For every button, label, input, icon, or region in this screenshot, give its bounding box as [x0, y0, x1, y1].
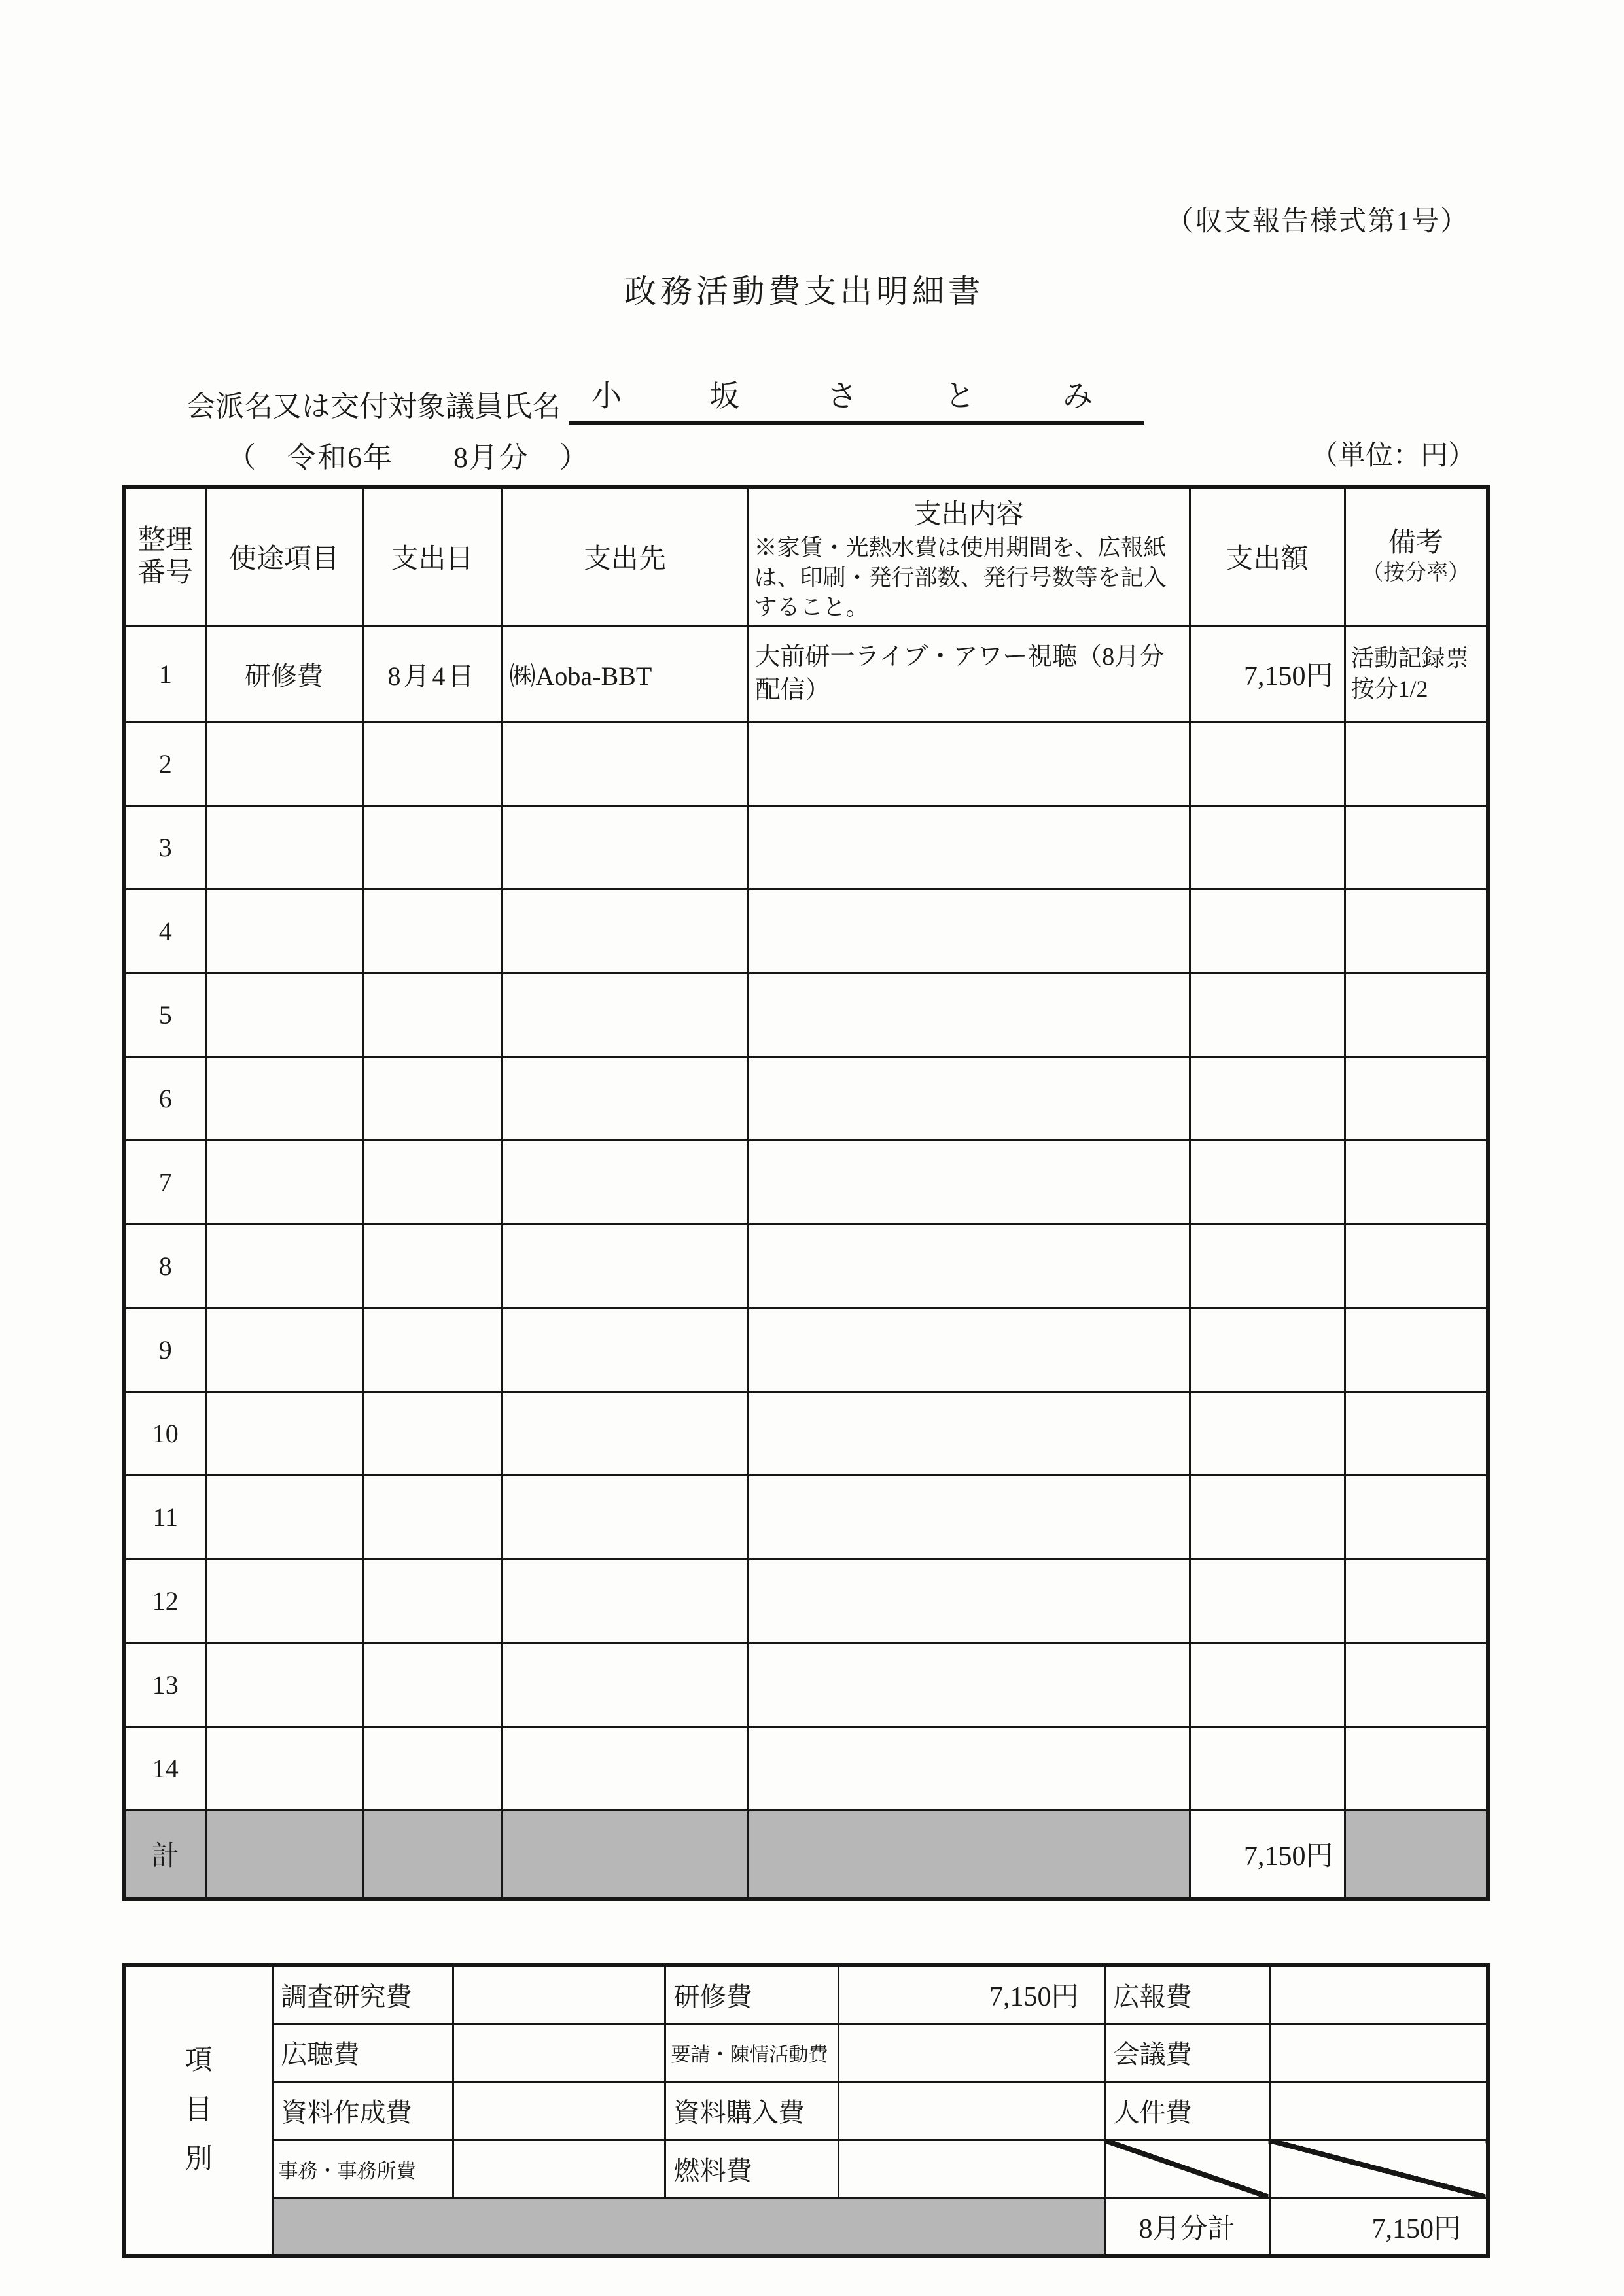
empty-cell	[1345, 1475, 1488, 1559]
row-number: 14	[124, 1726, 205, 1810]
empty-cell	[362, 1643, 502, 1726]
row-number: 9	[124, 1308, 205, 1391]
member-name-label: 会派名又は交付対象議員氏名	[186, 391, 561, 423]
category-label: 研修費	[665, 1965, 838, 2023]
empty-cell	[1190, 1559, 1345, 1643]
shaded-cell	[502, 1810, 748, 1899]
expense-item: 研修費	[205, 626, 362, 722]
shaded-cell	[205, 1810, 362, 1899]
empty-cell	[362, 973, 502, 1056]
shaded-cell	[1345, 1810, 1488, 1899]
expense-payee: ㈱Aoba-BBT	[502, 626, 748, 722]
diagonal-strikethrough-cell	[1269, 2140, 1488, 2198]
category-value	[453, 1965, 665, 2023]
empty-cell	[1345, 973, 1488, 1056]
empty-cell	[502, 1140, 748, 1224]
category-total-row	[124, 2198, 1488, 2256]
empty-cell	[748, 1308, 1190, 1391]
col-header-content: 支出内容 ※家賃・光熱水費は使用期間を、広報紙は、印刷・発行部数、発行号数等を記入すること。	[748, 487, 1190, 626]
empty-cell	[1190, 1224, 1345, 1308]
col-header-amount: 支出額	[1190, 487, 1345, 626]
empty-cell	[362, 1475, 502, 1559]
total-amount: 7,150円	[1190, 1810, 1345, 1899]
col-header-payee: 支出先	[502, 487, 748, 626]
empty-cell	[1190, 1643, 1345, 1726]
shaded-cell	[272, 2198, 1104, 2256]
category-label: 広聴費	[272, 2023, 453, 2081]
row-number: 13	[124, 1643, 205, 1726]
category-value	[1269, 1965, 1488, 2023]
expense-row-13	[124, 1643, 1488, 1726]
empty-cell	[205, 1475, 362, 1559]
monthly-total-label: 8月分計	[1104, 2198, 1269, 2256]
empty-cell	[1345, 1726, 1488, 1810]
content-note: ※家賃・光熱水費は使用期間を、広報紙は、印刷・発行部数、発行号数等を記入すること。	[754, 535, 1167, 620]
category-value	[1269, 2081, 1488, 2140]
empty-cell	[502, 1056, 748, 1140]
empty-cell	[362, 1559, 502, 1643]
expense-row-10	[124, 1391, 1488, 1475]
empty-cell	[1190, 805, 1345, 889]
empty-cell	[362, 889, 502, 973]
row-number: 6	[124, 1056, 205, 1140]
empty-cell	[502, 1308, 748, 1391]
expense-row-1	[124, 626, 1488, 722]
category-side-label: 項目別	[185, 2045, 213, 2175]
category-row-3	[124, 2081, 1488, 2140]
expense-row-12	[124, 1559, 1488, 1643]
empty-cell	[205, 1643, 362, 1726]
empty-cell	[362, 1140, 502, 1224]
empty-cell	[205, 1056, 362, 1140]
empty-cell	[748, 1391, 1190, 1475]
expense-amount: 7,150円	[1190, 626, 1345, 722]
expense-row-6	[124, 1056, 1488, 1140]
expense-date: 8月4日	[362, 626, 502, 722]
row-number: 3	[124, 805, 205, 889]
empty-cell	[748, 1475, 1190, 1559]
category-label: 広報費	[1104, 1965, 1269, 2023]
empty-cell	[1190, 1726, 1345, 1810]
category-label: 燃料費	[665, 2140, 838, 2198]
empty-cell	[748, 1559, 1190, 1643]
col-header-remarks: 備考 （按分率）	[1345, 487, 1488, 626]
total-row	[124, 1810, 1488, 1899]
category-row-1	[124, 1965, 1488, 2023]
empty-cell	[362, 1391, 502, 1475]
category-value	[1269, 2023, 1488, 2081]
category-row-4	[124, 2140, 1488, 2198]
header-row	[124, 487, 1488, 626]
empty-cell	[1345, 805, 1488, 889]
row-number: 12	[124, 1559, 205, 1643]
category-summary-table	[122, 1963, 1490, 2258]
category-value	[453, 2081, 665, 2140]
category-value	[838, 2140, 1104, 2198]
empty-cell	[1190, 1391, 1345, 1475]
empty-cell	[1190, 1056, 1345, 1140]
empty-cell	[748, 1726, 1190, 1810]
empty-cell	[205, 1726, 362, 1810]
category-row-2	[124, 2023, 1488, 2081]
category-value: 7,150円	[838, 1965, 1104, 2023]
empty-cell	[502, 805, 748, 889]
category-value	[838, 2081, 1104, 2140]
empty-cell	[362, 1056, 502, 1140]
empty-cell	[362, 805, 502, 889]
empty-cell	[205, 1308, 362, 1391]
empty-cell	[205, 1559, 362, 1643]
expense-row-5	[124, 973, 1488, 1056]
expense-row-8	[124, 1224, 1488, 1308]
empty-cell	[205, 1391, 362, 1475]
empty-cell	[1190, 1140, 1345, 1224]
empty-cell	[748, 1643, 1190, 1726]
empty-cell	[502, 1726, 748, 1810]
row-number: 10	[124, 1391, 205, 1475]
row-number: 2	[124, 722, 205, 805]
col-header-item: 使途項目	[205, 487, 362, 626]
empty-cell	[362, 1726, 502, 1810]
row-number: 4	[124, 889, 205, 973]
empty-cell	[748, 973, 1190, 1056]
category-label: 事務・事務所費	[272, 2140, 453, 2198]
expense-content: 大前研一ライブ・アワー視聴（8月分配信）	[748, 626, 1190, 722]
category-label: 会議費	[1104, 2023, 1269, 2081]
empty-cell	[362, 722, 502, 805]
category-value	[453, 2140, 665, 2198]
empty-cell	[748, 1140, 1190, 1224]
empty-cell	[748, 722, 1190, 805]
row-number: 5	[124, 973, 205, 1056]
expense-detail-table	[122, 485, 1490, 1901]
expense-row-7	[124, 1140, 1488, 1224]
empty-cell	[748, 805, 1190, 889]
expense-remarks: 活動記録票按分1/2	[1345, 626, 1488, 722]
form-number-label: （収支報告様式第1号）	[1165, 207, 1469, 237]
empty-cell	[1345, 1308, 1488, 1391]
empty-cell	[362, 1308, 502, 1391]
empty-cell	[205, 805, 362, 889]
row-number: 7	[124, 1140, 205, 1224]
expense-row-14	[124, 1726, 1488, 1810]
expense-row-3	[124, 805, 1488, 889]
period-label: （ 令和6年 8月分 ）	[227, 442, 590, 474]
empty-cell	[748, 1224, 1190, 1308]
col-header-date: 支出日	[362, 487, 502, 626]
row-number: 1	[124, 626, 205, 722]
row-number: 11	[124, 1475, 205, 1559]
expense-row-11	[124, 1475, 1488, 1559]
category-label: 資料購入費	[665, 2081, 838, 2140]
empty-cell	[502, 1391, 748, 1475]
category-label: 人件費	[1104, 2081, 1269, 2140]
empty-cell	[205, 889, 362, 973]
empty-cell	[1345, 1643, 1488, 1726]
total-label: 計	[124, 1810, 205, 1899]
meta-row	[122, 434, 1486, 476]
empty-cell	[1345, 889, 1488, 973]
category-label: 資料作成費	[272, 2081, 453, 2140]
empty-cell	[748, 889, 1190, 973]
empty-cell	[502, 889, 748, 973]
empty-cell	[502, 1475, 748, 1559]
shaded-cell	[362, 1810, 502, 1899]
category-label: 要請・陳情活動費	[665, 2023, 838, 2081]
empty-cell	[205, 1140, 362, 1224]
shaded-cell	[748, 1810, 1190, 1899]
empty-cell	[1345, 722, 1488, 805]
empty-cell	[502, 1224, 748, 1308]
empty-cell	[1190, 722, 1345, 805]
empty-cell	[502, 973, 748, 1056]
empty-cell	[1345, 1056, 1488, 1140]
unit-label: （単位：円）	[1310, 441, 1475, 471]
empty-cell	[1345, 1140, 1488, 1224]
empty-cell	[748, 1056, 1190, 1140]
expense-row-2	[124, 722, 1488, 805]
empty-cell	[1190, 1308, 1345, 1391]
monthly-total-value: 7,150円	[1269, 2198, 1488, 2256]
page-title: 政務活動費支出明細書	[624, 273, 984, 309]
row-number: 8	[124, 1224, 205, 1308]
diagonal-strikethrough-cell	[1104, 2140, 1269, 2198]
col-header-number: 整理 番号	[124, 487, 205, 626]
empty-cell	[362, 1224, 502, 1308]
category-value	[838, 2023, 1104, 2081]
category-value	[453, 2023, 665, 2081]
expense-row-9	[124, 1308, 1488, 1391]
empty-cell	[205, 722, 362, 805]
empty-cell	[502, 722, 748, 805]
empty-cell	[1190, 1475, 1345, 1559]
empty-cell	[502, 1643, 748, 1726]
empty-cell	[1345, 1224, 1488, 1308]
empty-cell	[205, 1224, 362, 1308]
empty-cell	[502, 1559, 748, 1643]
empty-cell	[205, 973, 362, 1056]
empty-cell	[1345, 1391, 1488, 1475]
empty-cell	[1190, 889, 1345, 973]
empty-cell	[1345, 1559, 1488, 1643]
empty-cell	[1190, 973, 1345, 1056]
member-name-row	[186, 372, 1486, 425]
expense-row-4	[124, 889, 1488, 973]
category-label: 調査研究費	[272, 1965, 453, 2023]
category-side-label-cell	[124, 1965, 272, 2256]
member-name-value: 小 坂 さ と み	[569, 372, 1144, 425]
